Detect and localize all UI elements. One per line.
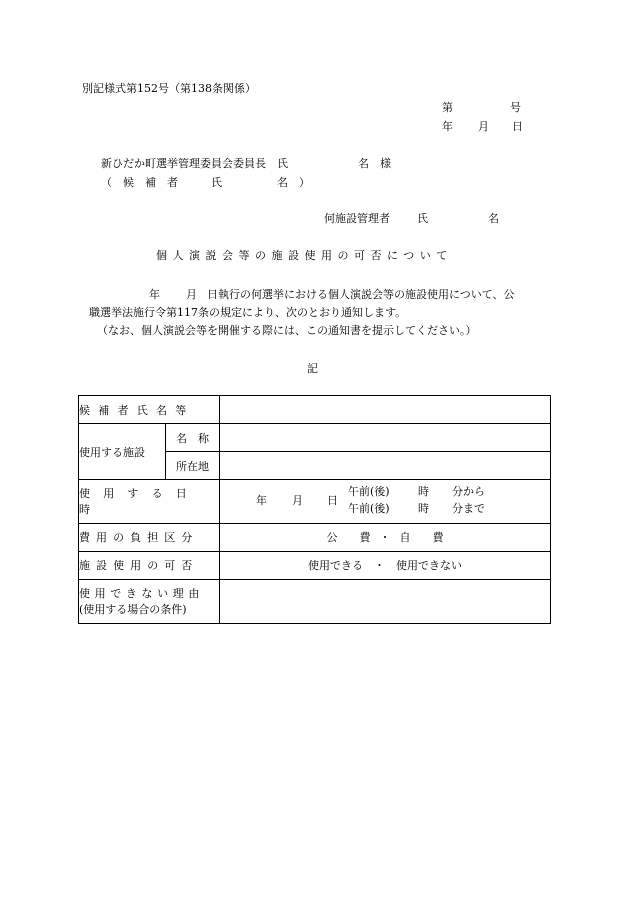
form-table xyxy=(78,395,551,624)
cost-label-cell xyxy=(79,523,220,551)
row-datetime xyxy=(79,480,551,523)
sender-label: 何施設管理者 xyxy=(324,212,390,225)
dt-end-ampm: 午前(後) xyxy=(348,502,390,516)
dt-month: 月 xyxy=(292,494,303,508)
document-title: 個人演説会等の施設使用の可否について xyxy=(156,249,453,262)
form-id: 別記様式第152号（第138条関係） xyxy=(82,82,256,95)
body-line1-rest: 日執行の何選挙における個人演説会等の施設使用について、公 xyxy=(207,288,515,301)
addressee-name-sama: 名 様 xyxy=(358,157,391,170)
number-prefix: 第 xyxy=(442,101,453,114)
facility-location-label: 所在地 xyxy=(166,452,220,480)
ki-heading: 記 xyxy=(307,362,318,375)
reason-label-2: (使用する場合の条件) xyxy=(79,603,187,617)
facility-name-label: 名 称 xyxy=(166,424,220,452)
approval-sep: ・ xyxy=(374,559,385,573)
approval-yes[interactable]: 使用できる xyxy=(308,559,363,573)
date-month: 月 xyxy=(478,120,489,133)
dt-end-hour: 時 xyxy=(418,502,429,516)
row-cost xyxy=(79,523,551,551)
date-year: 年 xyxy=(442,120,453,133)
facility-location-value[interactable] xyxy=(220,452,551,480)
facility-label: 使用する施設 xyxy=(79,424,166,480)
candidate-label xyxy=(79,402,219,418)
datetime-label-cell xyxy=(79,480,220,523)
reason-value[interactable] xyxy=(220,579,551,623)
addressee-line1: 新ひだか町選挙管理委員会委員長 氏 xyxy=(101,157,288,170)
facility-name-value[interactable] xyxy=(220,424,551,452)
cost-label: 費用の負担区分 xyxy=(79,531,199,545)
approval-value[interactable] xyxy=(220,551,551,579)
dt-start-min: 分から xyxy=(452,485,485,499)
datetime-value[interactable] xyxy=(220,480,551,523)
cost-public[interactable]: 公 費 xyxy=(326,531,371,545)
body-line2: 職選挙法施行令第117条の規定により、次のとおり通知します。 xyxy=(89,306,407,319)
dt-start-hour: 時 xyxy=(418,485,429,499)
candidate-value[interactable] xyxy=(220,396,551,424)
dt-start-ampm: 午前(後) xyxy=(348,485,390,499)
approval-no[interactable]: 使用できない xyxy=(396,559,462,573)
reason-label-1: 使用できない理由 xyxy=(79,587,204,601)
addressee-line2: （ 候 補 者 氏 名 ） xyxy=(101,176,310,189)
sender-shi: 氏 xyxy=(417,212,428,225)
approval-label-cell xyxy=(79,551,220,579)
cost-sep: ・ xyxy=(379,531,391,545)
row-approval xyxy=(79,551,551,579)
datetime-label: 使用する日時 xyxy=(79,487,200,517)
candidate-label-cell xyxy=(79,396,220,424)
body-line3: （なお、個人演説会等を開催する際には、この通知書を提示してください。） xyxy=(97,324,477,337)
row-reason xyxy=(79,579,551,623)
dt-end-min: 分まで xyxy=(452,502,485,516)
cost-value[interactable] xyxy=(220,523,551,551)
body-month: 月 xyxy=(186,288,197,301)
approval-label: 施設使用の可否 xyxy=(79,559,199,573)
number-suffix: 号 xyxy=(510,101,521,114)
date-day: 日 xyxy=(512,120,523,133)
dt-day: 日 xyxy=(327,494,338,508)
reason-label-cell xyxy=(79,579,220,623)
sender-mei: 名 xyxy=(488,212,499,225)
cost-self[interactable]: 自 費 xyxy=(399,531,444,545)
row-candidate xyxy=(79,396,551,424)
candidate-label-text: 候補者氏名等 xyxy=(79,403,195,417)
row-facility-name xyxy=(79,424,551,452)
dt-year: 年 xyxy=(256,494,267,508)
body-year: 年 xyxy=(149,288,160,301)
